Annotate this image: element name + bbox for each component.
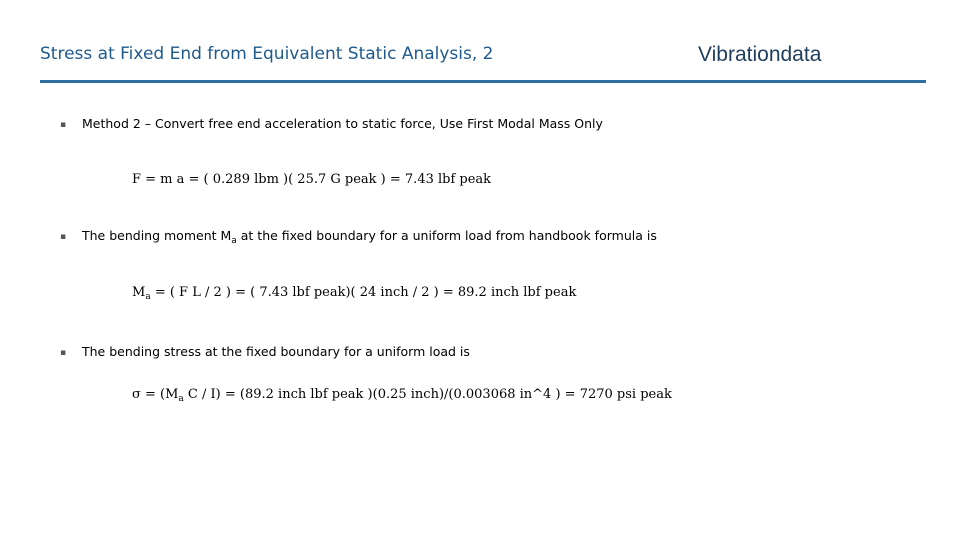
bullet-text-stress: The bending stress at the fixed boundary for a uniform load is <box>82 344 470 359</box>
bullet-marker: ▪ <box>60 232 67 242</box>
equation-part: M <box>132 285 146 300</box>
bullet-marker: ▪ <box>60 120 67 130</box>
equation-part: C / I) = (89.2 inch lbf peak )(0.25 inch)/(0.003068 in^4 ) = 7270 psi peak <box>183 387 672 402</box>
bullet-text-part: The bending moment M <box>82 228 232 243</box>
equation-part: σ = (M <box>132 387 179 402</box>
header-divider <box>40 80 926 83</box>
equation-moment <box>132 285 576 302</box>
subscript: a <box>231 236 237 246</box>
bullet-text-part: at the fixed boundary for a uniform load from handbook formula is <box>236 228 657 243</box>
equation-part: = ( F L / 2 ) = ( 7.43 lbf peak)( 24 inch / 2 ) = 89.2 inch lbf peak <box>150 285 577 300</box>
bullet-text-moment <box>82 228 657 246</box>
subscript: a <box>178 394 184 404</box>
page-title: Stress at Fixed End from Equivalent Static Analysis, 2 <box>40 44 494 64</box>
bullet-marker: ▪ <box>60 348 67 358</box>
equation-force: F = m a = ( 0.289 lbm )( 25.7 G peak ) = 7.43 lbf peak <box>132 172 492 187</box>
brand-logo: Vibrationdata <box>698 43 822 66</box>
subscript: a <box>145 292 151 302</box>
equation-stress <box>132 387 672 404</box>
bullet-text-method: Method 2 – Convert free end acceleration to static force, Use First Modal Mass Only <box>82 116 603 131</box>
